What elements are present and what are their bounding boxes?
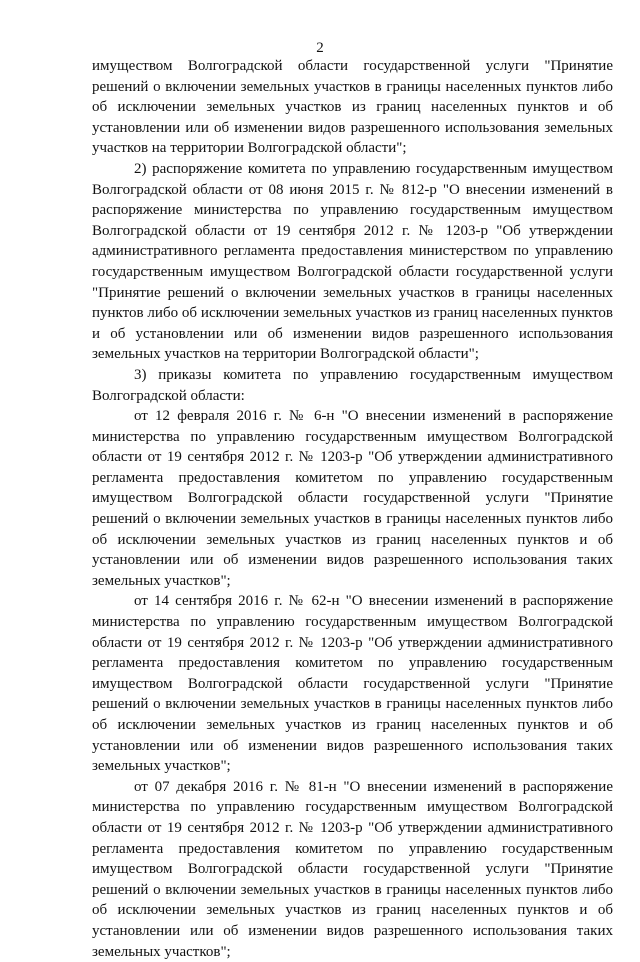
paragraph-order-62n: от 14 сентября 2016 г. № 62-н "О внесении изменений в распоряжение министерства по управлению государственным имуществом Волгоградской области от 19 сентября 2012 г. № 1203-р "Об утверждении административного регламента предоставления комитетом по управлению государственным имуществом Волгоградской области государственной услуги "Принятие решений о включении земельных участков в границы населенных пунктов либо об исключении земельных участков из границ населенных пунктов и об установлении или об изменении видов разрешенного использования таких земельных участков"; <box>92 593 613 775</box>
document-body <box>92 56 613 962</box>
paragraph-order-81n: от 07 декабря 2016 г. № 81-н "О внесении изменений в распоряжение министерства по управлению государственным имуществом Волгоградской области от 19 сентября 2012 г. № 1203-р "Об утверждении административного регламента предоставления комитетом по управлению государственным имуществом Волгоградской области государственной услуги "Принятие решений о включении земельных участков в границы населенных пунктов либо об исключении земельных участков из границ населенных пунктов и об установлении или об изменении видов разрешенного использования таких земельных участков"; <box>92 778 613 960</box>
page-number: 2 <box>316 40 324 56</box>
paragraph-item-2: 2) распоряжение комитета по управлению государственным имуществом Волгоградской области от 08 июня 2015 г. № 812-р "О внесении изменений в распоряжение министерства по управлению государственным имуществом Волгоградской области от 19 сентября 2012 г. № 1203-р "Об утверждении административного регламента предоставления министерством по управлению государственным имуществом Волгоградской области государственной услуги "Принятие решений о включении земельных участков в границы населенных пунктов либо об исключении земельных участков из границ населенных пунктов и об установлении или об изменении видов разрешенного использования земельных участков на территории Волгоградской области"; <box>92 160 613 363</box>
paragraph-continuation: имуществом Волгоградской области государственной услуги "Принятие решений о включении земельных участков в границы населенных пунктов либо об исключении земельных участков из границ населенных пунктов и об установлении или об изменении видов разрешенного использования земельных участков на территории Волгоградской области"; <box>92 58 613 157</box>
paragraph-item-3: 3) приказы комитета по управлению государственным имуществом Волгоградской области: <box>92 366 613 404</box>
paragraph-order-6n: от 12 февраля 2016 г. № 6-н "О внесении изменений в распоряжение министерства по управлению государственным имуществом Волгоградской области от 19 сентября 2012 г. № 1203-р "Об утверждении административного регламента предоставления комитетом по управлению государственным имуществом Волгоградской области государственной услуги "Принятие решений о включении земельных участков в границы населенных пунктов либо об исключении земельных участков из границ населенных пунктов и об установлении или об изменении видов разрешенного использования таких земельных участков"; <box>92 408 613 589</box>
